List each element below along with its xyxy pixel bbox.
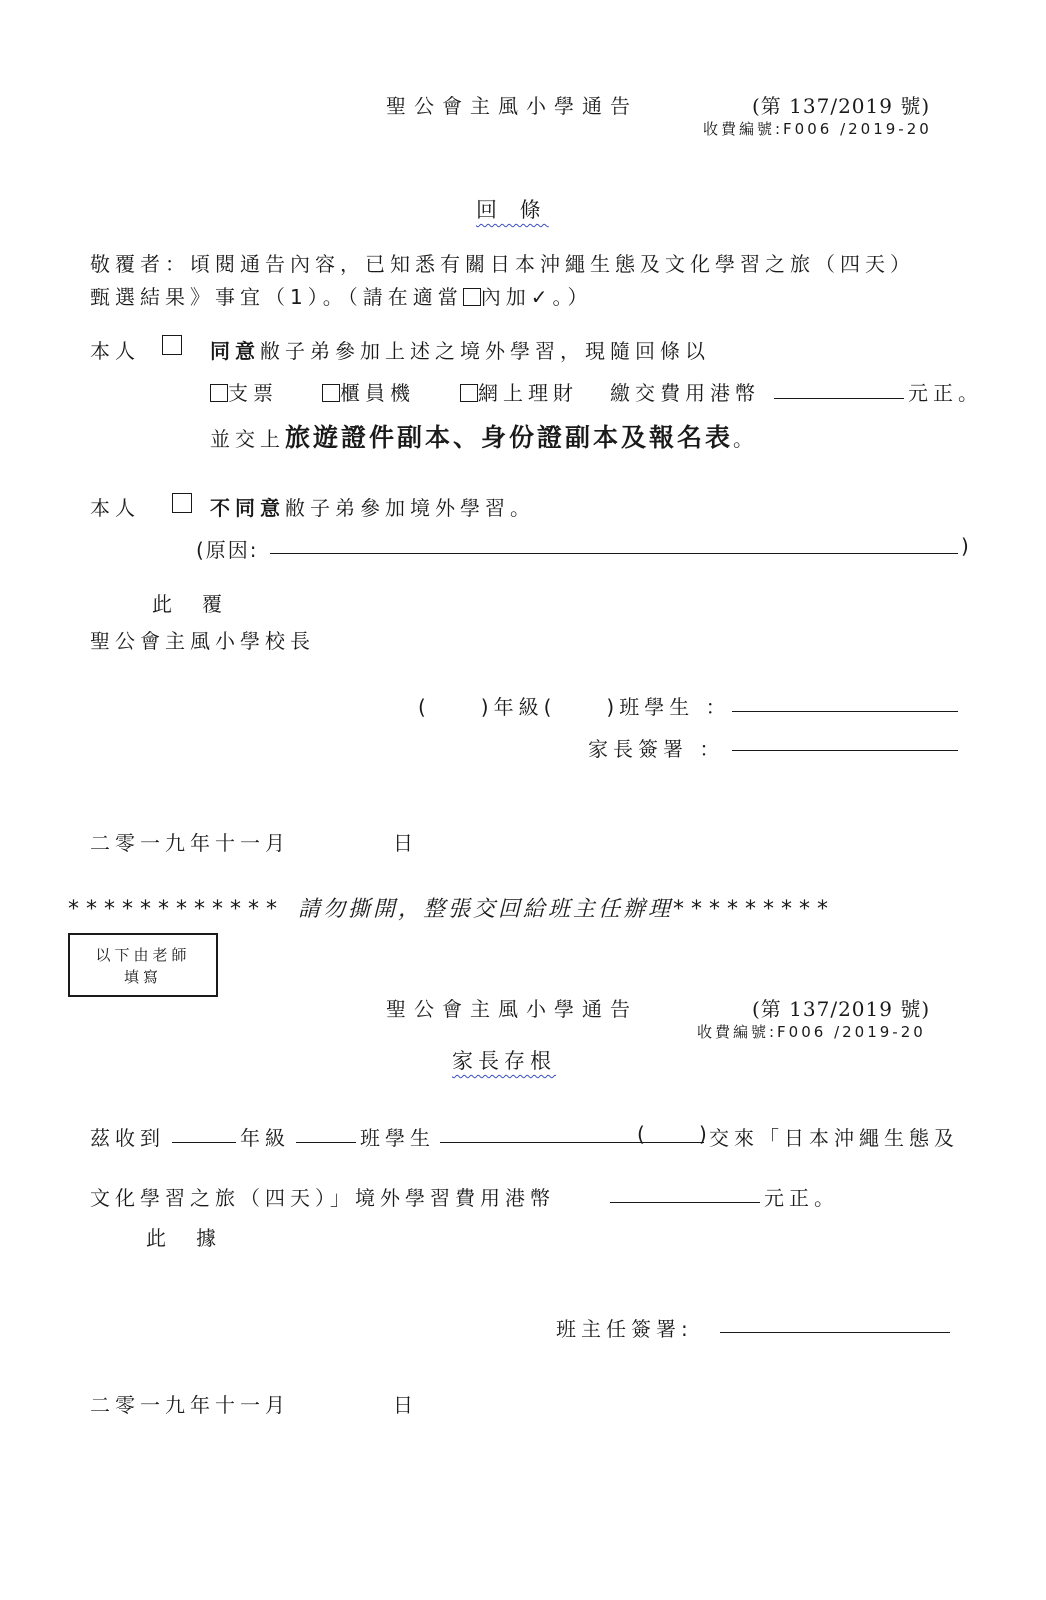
attachments-suffix: 。	[733, 427, 759, 451]
disagree-statement	[210, 492, 535, 521]
reply-day: 日	[393, 831, 413, 855]
stub-school-notice-title: 聖公會主風小學通告	[386, 997, 638, 1021]
agree-keyword: 同意	[210, 339, 260, 363]
stub-class-field[interactable]	[296, 1142, 356, 1143]
disagree-keyword: 不同意	[210, 496, 285, 520]
stub-fee-code: 收費編號:F006 /2019-20	[697, 1023, 926, 1041]
disagree-checkbox[interactable]	[172, 493, 192, 515]
stub-closing: 此 據	[146, 1226, 221, 1250]
atm-option	[322, 377, 415, 406]
reason-field[interactable]	[270, 553, 958, 554]
fee-label: 繳交費用港幣	[610, 381, 760, 405]
fee-suffix: 元正。	[908, 381, 983, 405]
parent-signature-field[interactable]	[732, 750, 958, 751]
divider-line	[68, 892, 835, 923]
reason-label: (原因:	[196, 538, 259, 562]
attachments-list: 旅遊證件副本、身份證副本及報名表	[285, 423, 734, 452]
stub-date: 二零一九年十一月	[90, 1393, 290, 1417]
reason-close: )	[961, 534, 969, 558]
disagree-prefix: 本人	[90, 496, 140, 520]
agree-statement	[210, 335, 710, 364]
divider-message: 請勿撕開，整張交回給班主任辦理	[298, 897, 674, 922]
parent-sign-label: 家長簽署 ：	[588, 737, 725, 761]
class-student-label: ( )年級( )班學生 ：	[418, 695, 731, 719]
stub-student-name-field[interactable]	[440, 1142, 704, 1143]
atm-checkbox[interactable]	[322, 384, 340, 402]
teacher-use-box	[68, 933, 218, 997]
notice-number: (第 137/2019 號)	[752, 94, 931, 118]
intro-line-2	[90, 281, 593, 310]
school-notice-title: 聖公會主風小學通告	[386, 94, 638, 118]
stub-received: 茲收到	[90, 1126, 165, 1150]
teacher-box-line-1: 以下由老師	[95, 946, 191, 964]
agree-prefix: 本人	[90, 339, 140, 363]
cheque-label: 支票	[228, 381, 278, 405]
stub-title: 家長存根	[452, 1049, 556, 1073]
fee-amount-field[interactable]	[774, 398, 904, 399]
divider-stars-left: ************	[68, 897, 284, 922]
stub-trip-text: 文化學習之旅（四天）」境外學習費用港幣	[90, 1186, 555, 1210]
stub-class-student: 班學生	[360, 1126, 435, 1150]
stub-submitted-text: 交來「日本沖繩生態及	[709, 1126, 959, 1150]
teacher-sign-label: 班主任簽署:	[556, 1317, 693, 1341]
teacher-box-line-2: 填寫	[123, 968, 162, 986]
addressee: 聖公會主風小學校長	[90, 629, 315, 653]
student-name-field[interactable]	[732, 711, 958, 712]
intro-line-2-text: 甄選結果》事宜（1）。（請在適當	[90, 285, 463, 309]
teacher-signature-field[interactable]	[720, 1332, 950, 1333]
reply-slip-title: 回 條	[476, 198, 549, 222]
stub-amount-field[interactable]	[610, 1202, 760, 1203]
reply-date: 二零一九年十一月	[90, 831, 290, 855]
online-banking-checkbox[interactable]	[460, 384, 478, 402]
reply-closing: 此 覆	[152, 592, 227, 616]
stub-grade-field[interactable]	[172, 1142, 236, 1143]
payment-methods	[210, 377, 278, 406]
atm-label: 櫃員機	[340, 381, 415, 405]
example-checkbox-icon	[463, 288, 481, 306]
online-option	[460, 377, 578, 406]
disagree-text: 敝子弟參加境外學習。	[285, 496, 535, 520]
stub-paren-close: )	[699, 1122, 707, 1146]
attachments-line	[210, 418, 758, 454]
stub-paren-open: (	[637, 1122, 645, 1146]
agree-text: 敝子弟參加上述之境外學習，現隨回條以	[260, 339, 710, 363]
fee-code: 收費編號:F006 /2019-20	[703, 120, 932, 138]
intro-line-2-suffix: 內加✓。）	[480, 285, 593, 309]
stub-notice-number: (第 137/2019 號)	[752, 997, 931, 1021]
stub-amount-suffix: 元正。	[764, 1186, 839, 1210]
intro-line-1: 敬覆者：頃閱通告內容，已知悉有關日本沖繩生態及文化學習之旅（四天）	[90, 252, 915, 276]
stub-day: 日	[393, 1393, 413, 1417]
online-banking-label: 網上理財	[478, 381, 578, 405]
agree-checkbox[interactable]	[162, 335, 182, 357]
stub-grade-label: 年級	[240, 1126, 290, 1150]
divider-stars-right: *********	[673, 897, 836, 922]
attachments-prefix: 並交上	[210, 427, 285, 451]
cheque-checkbox[interactable]	[210, 384, 228, 402]
